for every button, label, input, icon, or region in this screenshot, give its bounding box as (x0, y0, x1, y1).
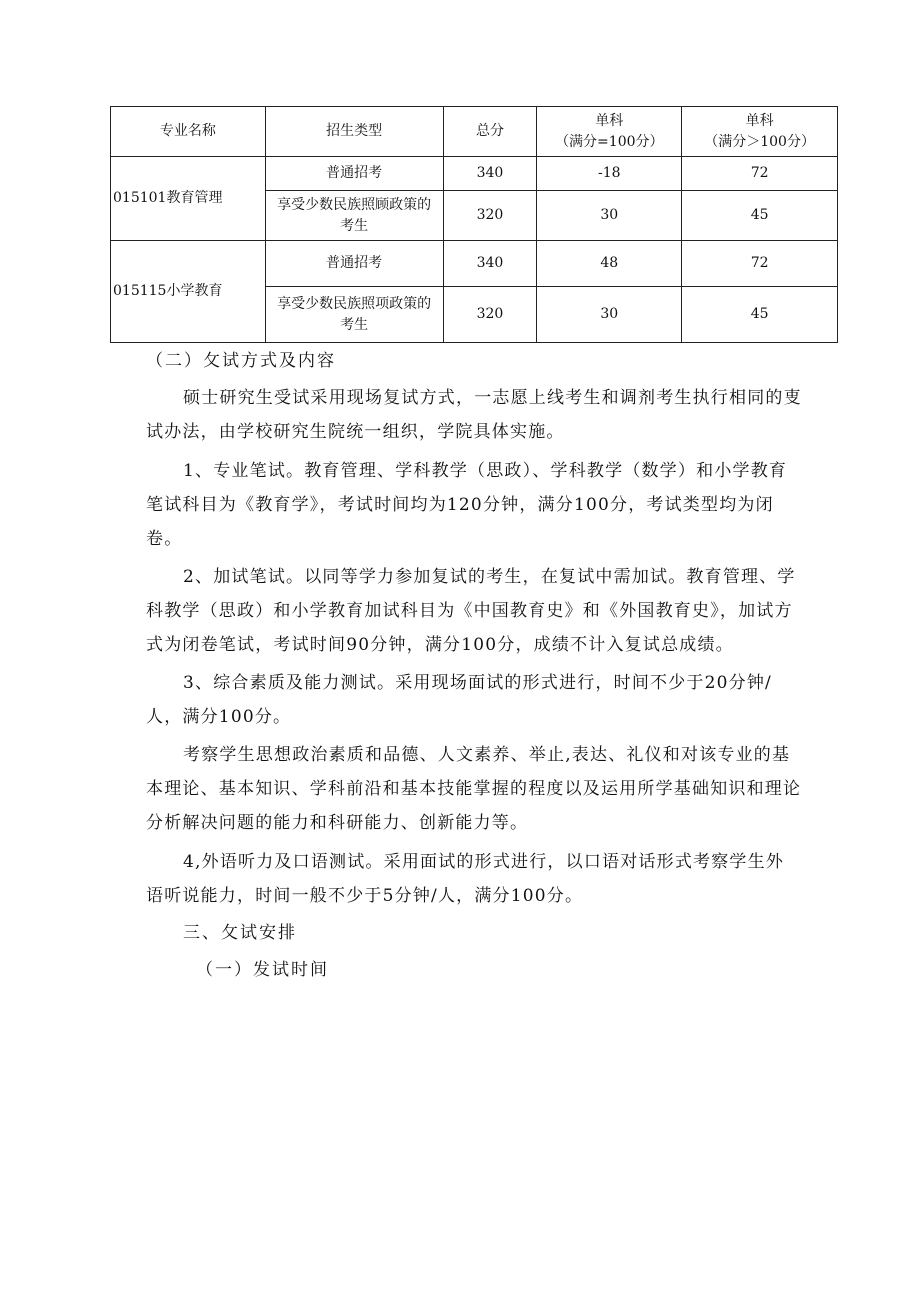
header-single-100 (537, 107, 682, 157)
row-total: 340 (443, 241, 537, 287)
paragraph-line: 人，满分100分。 (146, 707, 292, 727)
header-single-100-sub: （满分=100分） (555, 133, 664, 150)
header-major: 专业名称 (111, 107, 266, 157)
paragraph-line: 考察学生思想政治素质和品德、人文素养、举止,表达、礼仪和对该专业的基 (183, 745, 791, 765)
row-single-over-100: 45 (682, 287, 838, 343)
row-single-100: 30 (537, 287, 682, 343)
header-single-over-100 (682, 107, 838, 157)
row-single-100: -18 (537, 157, 682, 191)
row-type-line2: 考生 (340, 217, 369, 234)
row-total: 340 (443, 157, 537, 191)
row-type (265, 191, 443, 241)
header-single-over-100-sub: （满分＞100分） (704, 133, 815, 150)
paragraph-line: 笔试科目为《教育学》，考试时间均为120分钟，满分100分，考试类型均为闭 (146, 495, 774, 515)
paragraph-line: 2、加试笔试。以同等学力参加复试的考生，在复试中需加试。教育管理、学 (183, 567, 796, 587)
header-single-100-title: 单科 (595, 112, 624, 129)
row-single-over-100: 45 (682, 191, 838, 241)
paragraph-line: 试办法，由学校研究生院统一组织，学院具体实施。 (146, 422, 565, 442)
paragraph-line: 1、专业笔试。教育管理、学科教学（思政）、学科教学（数学）和小学教育 (183, 461, 788, 481)
table-row (111, 241, 838, 287)
row-type-line2: 考生 (340, 316, 369, 333)
row-type (265, 287, 443, 343)
header-type: 招生类型 (265, 107, 443, 157)
paragraph-line: 3、综合素质及能力测试。采用现场面试的形式进行，时间不少于20分钟/ (183, 673, 772, 693)
paragraph-line: 本理论、基本知识、学科前沿和基本技能掌握的程度以及运用所学基础知识和理论 (146, 779, 802, 799)
row-total: 320 (443, 287, 537, 343)
header-total: 总分 (443, 107, 537, 157)
section-2-heading: （二）攵试方式及内容 (146, 351, 336, 371)
paragraph-line: 语听说能力，时间一般不少于5分钟/人，满分100分。 (146, 886, 584, 906)
section-3-heading: 三、攵试安排 (183, 923, 297, 943)
paragraph-line: 硕士研究生受试采用现场复试方式，一志愿上线考生和调剂考生执行相同的叓 (183, 388, 802, 408)
row-total: 320 (443, 191, 537, 241)
score-requirements-table (110, 106, 838, 343)
row-single-100: 48 (537, 241, 682, 287)
row-single-over-100: 72 (682, 157, 838, 191)
header-single-over-100-title: 单科 (745, 112, 774, 129)
row-type: 普通招考 (265, 157, 443, 191)
row-major: 015115小学教育 (111, 241, 266, 343)
row-type: 普通招考 (265, 241, 443, 287)
paragraph-line: 卷。 (146, 529, 183, 549)
table-header-row (111, 107, 838, 157)
section-3-1-heading: （一）发试时间 (196, 960, 329, 980)
row-type-line1: 享受少数民族照顾政策的 (277, 196, 432, 213)
table-row (111, 157, 838, 191)
paragraph-line: 式为闭卷笔试，考试时间90分钟，满分100分，成绩不计入复试总成绩。 (146, 635, 734, 655)
row-major: 015101教育管理 (111, 157, 266, 241)
paragraph-line: 分析解决问题的能力和科研能力、创新能力等。 (146, 813, 529, 833)
row-type-line1: 享受少数民族照项政策的 (277, 295, 432, 312)
row-single-100: 30 (537, 191, 682, 241)
paragraph-line: 4,外语听力及口语测试。采用面试的形式进行，以口语对话形式考察学生外 (183, 852, 785, 872)
row-single-over-100: 72 (682, 241, 838, 287)
paragraph-line: 科教学（思政）和小学教育加试科目为《中国教育史》和《外国教育史》，加试方 (146, 601, 793, 621)
